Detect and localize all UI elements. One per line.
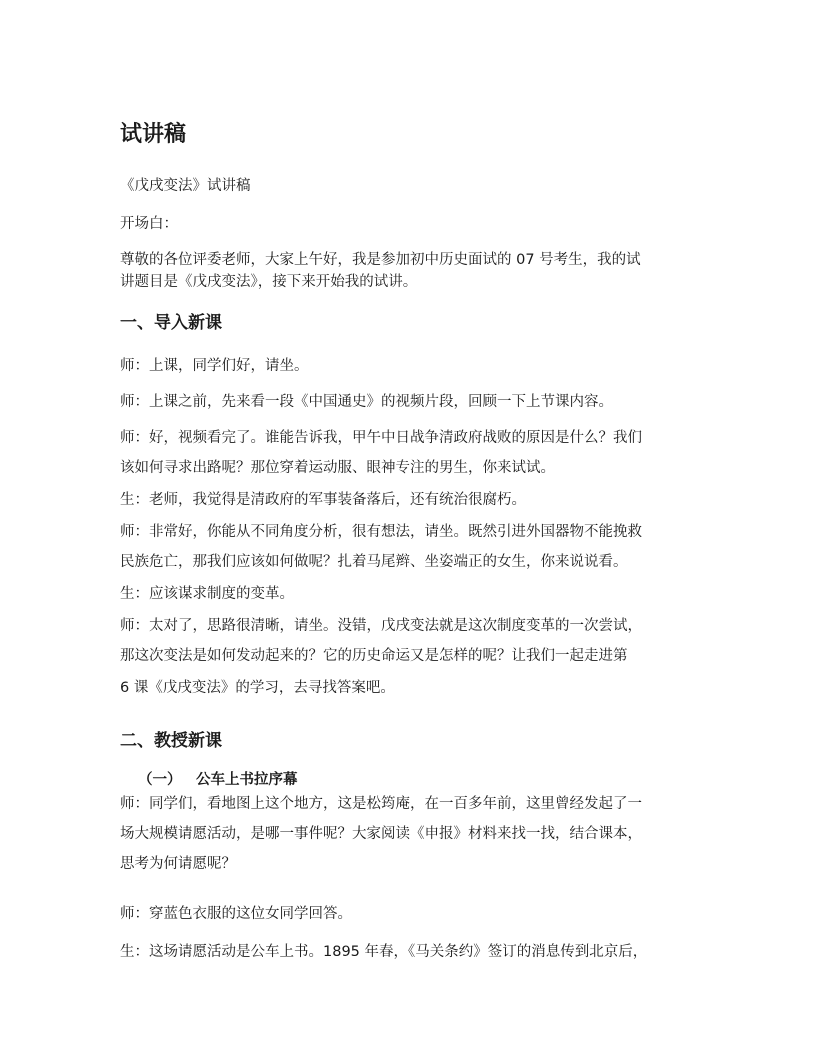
dialog-line: 师：上课之前，先来看一段《中国通史》的视频片段，回顾一下上节课内容。	[120, 394, 613, 410]
dialog-line: 师：太对了，思路很清晰，请坐。没错，戊戌变法就是这次制度变革的一次尝试，	[120, 618, 642, 634]
document-subtitle: 《戊戌变法》试讲稿	[120, 178, 251, 194]
dialog-line: 该如何寻求出路呢？那位穿着运动服、眼神专注的男生，你来试试。	[120, 460, 555, 476]
document-title: 试讲稿	[120, 122, 187, 147]
dialog-line: 师：同学们，看地图上这个地方，这是松筠庵，在一百多年前，这里曾经发起了一	[120, 796, 642, 812]
opening-line-1: 尊敬的各位评委老师，大家上午好，我是参加初中历史面试的 07 号考生，我的试	[120, 252, 641, 268]
dialog-line: 6 课《戊戌变法》的学习，去寻找答案吧。	[120, 680, 395, 696]
dialog-line: 场大规模请愿活动，是哪一事件呢？大家阅读《申报》材料来找一找，结合课本，	[120, 826, 642, 842]
section-heading-teaching: 二、教授新课	[120, 731, 222, 751]
dialog-line: 生：应该谋求制度的变革。	[120, 586, 294, 602]
dialog-line: 师：上课，同学们好，请坐。	[120, 358, 309, 374]
dialog-line: 生：老师，我觉得是清政府的军事装备落后，还有统治很腐朽。	[120, 492, 526, 508]
dialog-line: 思考为何请愿呢？	[120, 856, 236, 872]
opening-line-2: 讲题目是《戊戌变法》，接下来开始我的试讲。	[120, 274, 418, 290]
opening-label: 开场白：	[120, 216, 178, 232]
dialog-line: 师：穿蓝色衣服的这位女同学回答。	[120, 906, 352, 922]
subsection-heading	[138, 770, 298, 790]
dialog-line: 生：这场请愿活动是公车上书。1895 年春，《马关条约》签订的消息传到北京后，	[120, 944, 648, 960]
dialog-line: 那这次变法是如何发动起来的？它的历史命运又是怎样的呢？让我们一起走进第	[120, 648, 628, 664]
section-heading-intro: 一、导入新课	[120, 313, 222, 333]
dialog-line: 民族危亡，那我们应该如何做呢？扎着马尾辫、坐姿端正的女生，你来说说看。	[120, 554, 628, 570]
subsection-number: （一）	[138, 772, 182, 788]
subsection-title: 公车上书拉序幕	[196, 772, 298, 788]
dialog-line: 师：好，视频看完了。谁能告诉我，甲午中日战争清政府战败的原因是什么？我们	[120, 430, 642, 446]
dialog-line: 师：非常好，你能从不同角度分析，很有想法，请坐。既然引进外国器物不能挽救	[120, 524, 642, 540]
